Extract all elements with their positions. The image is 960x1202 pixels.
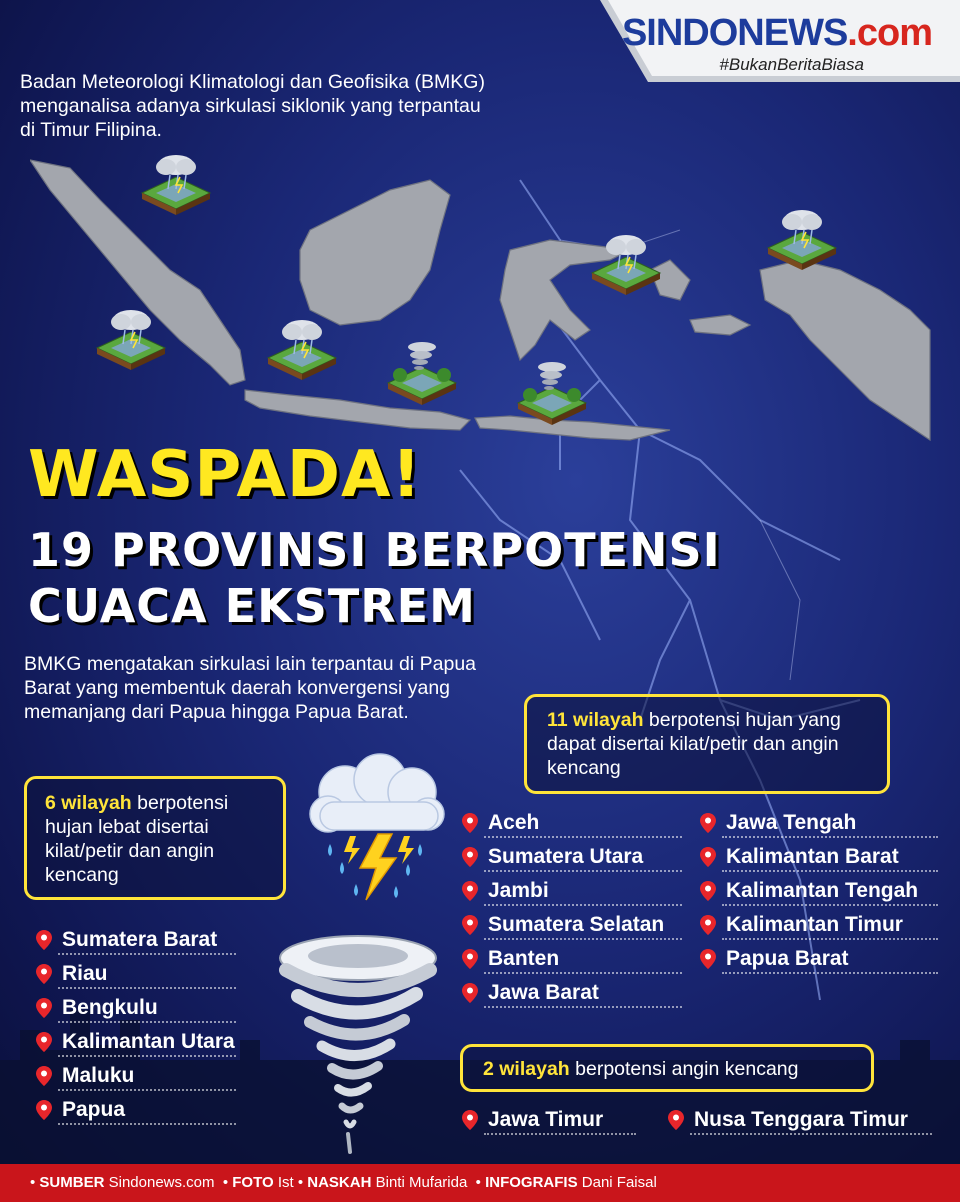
dotted-divider [58,1055,236,1057]
dotted-divider [484,938,682,940]
location-pin-icon [36,930,52,950]
province-name: Kalimantan Barat [726,845,899,868]
count-label-six: 6 wilayah [45,792,132,814]
province-name: Papua [62,1098,126,1121]
location-pin-icon [462,847,478,867]
province-list-item [462,908,682,942]
province-list-item [462,942,682,976]
headline-warning: WASPADA! [28,438,422,512]
storm-tile-sumatra-south [268,320,336,380]
info-box-six [24,776,286,900]
headline-title-line2: CUACA EKSTREM [28,579,476,633]
province-name: Riau [62,962,108,985]
location-pin-icon [462,983,478,1003]
province-name: Kalimantan Timur [726,913,903,936]
dotted-divider [722,870,938,872]
province-name: Jambi [488,879,549,902]
province-list-item [36,957,236,991]
location-pin-icon [700,915,716,935]
credits-footer [0,1164,960,1202]
province-list-item [700,806,938,840]
dotted-divider [484,1006,682,1008]
location-pin-icon [462,881,478,901]
dotted-divider [58,987,236,989]
location-pin-icon [668,1110,684,1130]
storm-tile-maluku [592,235,660,295]
province-name: Bengkulu [62,996,158,1019]
province-name: Banten [488,947,560,970]
province-list-item [462,806,682,840]
dotted-divider [484,972,682,974]
sindonews-logo: SINDONEWS.com [621,12,932,54]
province-name: Jawa Timur [488,1108,604,1131]
credits-text: • SUMBER Sindonews.com • FOTO Ist • NASKAH Binti Mufarida • INFOGRAFIS Dani Faisal [30,1174,657,1191]
location-pin-icon [462,949,478,969]
province-list-item [700,942,938,976]
tagline: #BukanBeritaBiasa [719,55,864,74]
dotted-divider [484,836,682,838]
list-two-col2 [668,1103,932,1137]
province-name: Sumatera Selatan [488,913,665,936]
location-pin-icon [462,1110,478,1130]
info-box-eleven [524,694,890,794]
province-list-item [700,908,938,942]
location-pin-icon [700,847,716,867]
province-name: Sumatera Utara [488,845,644,868]
dotted-divider [722,938,938,940]
infografis-value: Dani Faisal [581,1174,657,1191]
storm-tile-sumatra-west [97,310,165,370]
storm-tile-papua [768,210,836,270]
dotted-divider [58,1123,236,1125]
province-list-item [36,923,236,957]
dotted-divider [722,972,938,974]
province-name: Sumatera Barat [62,928,218,951]
province-list-item [668,1103,932,1137]
dotted-divider [484,904,682,906]
province-name: Maluku [62,1064,135,1087]
location-pin-icon [700,949,716,969]
list-two-col1 [462,1103,636,1137]
naskah-value: Binti Mufarida [375,1174,468,1191]
province-name: Papua Barat [726,947,849,970]
province-name: Kalimantan Tengah [726,879,919,902]
location-pin-icon [700,813,716,833]
headline-title [28,522,721,634]
province-list-item [462,976,682,1010]
foto-value: Ist [277,1174,294,1191]
count-label-eleven: 11 wilayah [547,709,644,731]
sumber-label: SUMBER [39,1174,105,1191]
location-pin-icon [462,915,478,935]
location-pin-icon [36,1100,52,1120]
storm-cloud-icon [300,752,450,902]
description-text: BMKG mengatakan sirkulasi lain terpantau di Papua Barat yang membentuk daerah konvergensi yang memanjang dari Papua hingga Papua Barat. [24,653,477,723]
province-name: Jawa Tengah [726,811,857,834]
province-list-item [36,1025,236,1059]
dotted-divider [58,953,236,955]
tornado-tile-ntt [518,362,586,425]
infografis-label: INFOGRAFIS [485,1174,578,1191]
map-weather-markers [0,0,960,450]
province-name: Jawa Barat [488,981,599,1004]
location-pin-icon [36,1066,52,1086]
province-list-item [36,1093,236,1127]
headline-title-line1: 19 PROVINSI BERPOTENSI [28,523,721,577]
list-six [36,923,236,1127]
province-list-item [700,874,938,908]
info-box-two [460,1044,874,1092]
info-text-two: berpotensi angin kencang [569,1058,799,1080]
tornado-tile-java [388,342,456,405]
province-list-item [462,874,682,908]
list-eleven-col2 [700,806,938,976]
naskah-label: NASKAH [307,1174,372,1191]
foto-label: FOTO [232,1174,274,1191]
count-label-two: 2 wilayah [483,1058,570,1080]
dotted-divider [484,870,682,872]
province-list-item [462,1103,636,1137]
dotted-divider [58,1089,236,1091]
dotted-divider [722,904,938,906]
location-pin-icon [36,998,52,1018]
info-text-eleven: berpotensi hujan yang dapat disertai kilat/petir dan angin kencang [547,709,841,779]
info-text-six: berpotensi hujan lebat disertai kilat/petir dan angin kencang [45,792,229,886]
sumber-value: Sindonews.com [108,1174,215,1191]
list-eleven-col1 [462,806,682,1010]
dotted-divider [690,1133,932,1135]
province-list-item [36,1059,236,1093]
lightning-bolt-icon [360,834,396,900]
location-pin-icon [462,813,478,833]
tornado-icon [270,930,440,1160]
dotted-divider [722,836,938,838]
province-list-item [462,840,682,874]
intro-text: Badan Meteorologi Klimatologi dan Geofisika (BMKG) menganalisa adanya sirkulasi siklonik yang terpantau di Timur Filipina. [20,71,485,141]
province-name: Nusa Tenggara Timur [694,1108,908,1131]
location-pin-icon [36,1032,52,1052]
province-name: Aceh [488,811,540,834]
location-pin-icon [36,964,52,984]
location-pin-icon [700,881,716,901]
dotted-divider [484,1133,636,1135]
province-list-item [36,991,236,1025]
province-name: Kalimantan Utara [62,1030,235,1053]
storm-tile-sumatra-north [142,155,210,215]
dotted-divider [58,1021,236,1023]
province-list-item [700,840,938,874]
